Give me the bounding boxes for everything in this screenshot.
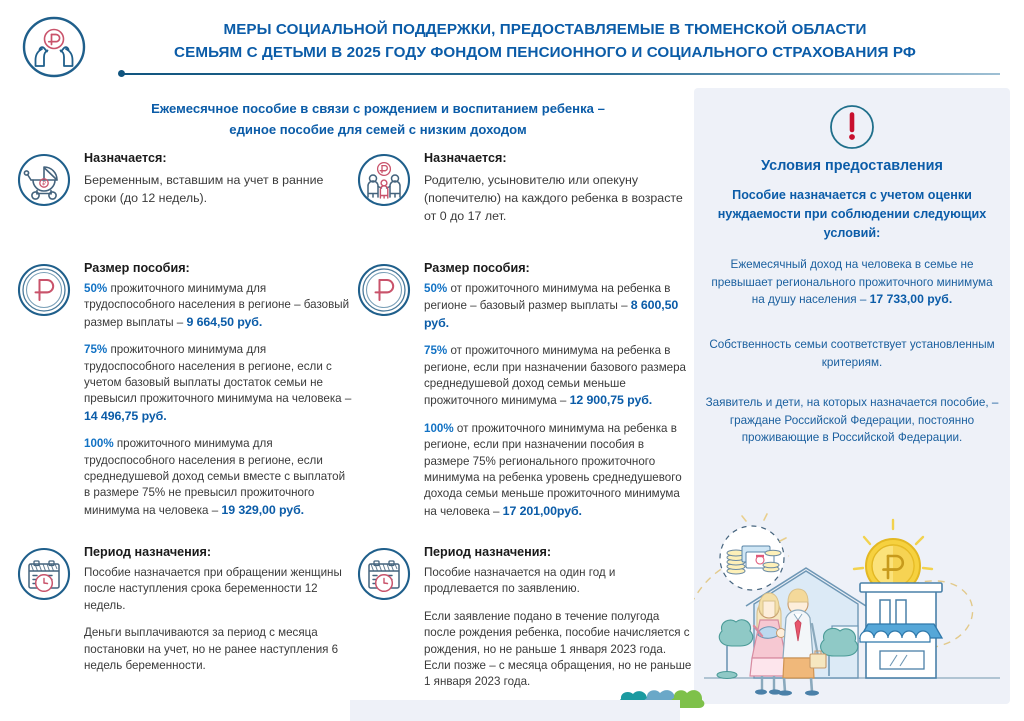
header-divider [124, 73, 1000, 75]
amount-value: 9 664,50 руб. [186, 314, 263, 329]
hands-holding-ruble-icon [16, 16, 92, 78]
left-amount-items [84, 281, 352, 519]
amount-value: 12 900,75 руб. [569, 393, 653, 408]
item-text: прожиточного минимума для трудоспособного населения в регионе – базовый размер выплаты – [84, 282, 350, 329]
item-text: от прожиточного минимума на ребенка в регионе, если при назначении базового размера среднедушевой доход семьи меньше прожиточного минимума – [424, 344, 687, 408]
left-amount-item-0 [84, 281, 352, 331]
section-subtitle [88, 98, 668, 140]
percent-label: 75% [424, 344, 448, 358]
svg-text:₽: ₽ [42, 180, 46, 188]
subtitle-line2: единое пособие для семей с низким доходом [229, 122, 527, 137]
mid-amount-items [424, 281, 692, 520]
paragraph: Если заявление подано в течение полугода после рождения ребенка, пособие начисляется с рождения, но не раньше 1 января 2023 года. Если позже – с месяца обращения, но не раньше 1 января 2023 года. [424, 609, 692, 689]
percent-label: 100% [84, 437, 114, 451]
calendar-clock-icon [16, 546, 72, 602]
mid-assign-title: Назначается: [424, 151, 507, 165]
mid-amount-item-0 [424, 281, 692, 332]
mid-period-title: Период назначения: [424, 545, 552, 559]
left-assign-text: Беременным, вставшим на учет в ранние сроки (до 12 недель). [84, 173, 324, 205]
family-house-store-ruble-illustration [694, 496, 1010, 704]
bottom-strip [350, 700, 680, 721]
left-period-block [12, 544, 352, 674]
condition-text: Заявитель и дети, на которых назначается пособие, – граждане Российской Федерации, постоянно проживающие в Российской Федерации. [705, 396, 999, 445]
left-amount-item-2 [84, 436, 352, 519]
amount-value: 17 201,00руб. [502, 503, 582, 518]
left-assign-title: Назначается: [84, 151, 167, 165]
amount-value: 14 496,75 руб. [84, 408, 167, 423]
mid-amount-block [352, 260, 692, 538]
percent-label: 100% [424, 421, 454, 435]
conditions-panel [694, 88, 1010, 704]
left-amount-title: Размер пособия: [84, 261, 190, 275]
header [0, 0, 1024, 90]
condition-item-0 [704, 256, 1000, 309]
condition-item-1 [704, 336, 1000, 371]
mid-assign-body [424, 150, 692, 225]
exclamation-mark-icon [829, 104, 875, 150]
mid-amount-item-1 [424, 343, 692, 410]
mid-assign-block [352, 150, 692, 256]
percent-label: 50% [424, 282, 448, 295]
percent-label: 75% [84, 343, 108, 357]
page-title-line1: МЕРЫ СОЦИАЛЬНОЙ ПОДДЕРЖКИ, ПРЕДОСТАВЛЯЕМЫЕ В ТЮМЕНСКОЙ ОБЛАСТИ [223, 21, 867, 38]
mid-amount-item-2 [424, 421, 692, 520]
amount-value: 8 600,50 руб. [424, 298, 679, 330]
mid-amount-body [424, 260, 692, 520]
conditions-heading: Условия предоставления [761, 158, 943, 174]
left-period-paragraphs [84, 565, 352, 674]
conditions-lead: Пособие назначается с учетом оценки нуждаемости при соблюдении следующих условий: [717, 188, 987, 240]
condition-text: Ежемесячный доход на человека в семье не превышает регионального прожиточного минимума на душу населения – [711, 258, 993, 307]
ruble-coin-icon [16, 262, 72, 318]
paragraph: Деньги выплачиваются за период с месяца постановки на учет, но не ранее наступления 6 недель беременности. [84, 626, 339, 673]
condition-item-2 [704, 394, 1000, 447]
left-amount-block [12, 260, 352, 538]
calendar-clock-icon [356, 546, 412, 602]
paragraph: Пособие назначается на один год и продлевается по заявлению. [424, 566, 616, 596]
mid-assign-text: Родителю, усыновителю или опекуну (попечителю) на каждого ребенка в возрасте от 0 до 17 лет. [424, 173, 683, 223]
page-title [100, 18, 990, 64]
middle-column [352, 150, 692, 694]
amount-value: 19 329,00 руб. [221, 502, 304, 517]
percent-label: 50% [84, 282, 108, 295]
page-title-line2: СЕМЬЯМ С ДЕТЬМИ В 2025 ГОДУ ФОНДОМ ПЕНСИОННОГО И СОЦИАЛЬНОГО СТРАХОВАНИЯ РФ [174, 44, 916, 61]
left-assign-body [84, 150, 352, 207]
left-assign-block [12, 150, 352, 256]
item-text: от прожиточного минимума на ребенка в регионе, если при назначении пособия в размере 75% регионального прожиточного минимума на ребенка уровень среднедушевого дохода семьи меньше прожиточного минимума на человека – [424, 421, 682, 518]
left-amount-body [84, 260, 352, 519]
mid-amount-title: Размер пособия: [424, 261, 530, 275]
left-amount-item-1 [84, 342, 352, 425]
item-text: от прожиточного минимума на ребенка в регионе – базовый размер выплаты – [424, 282, 671, 313]
baby-stroller-icon [16, 152, 72, 208]
left-period-title: Период назначения: [84, 545, 212, 559]
item-text: прожиточного минимума для трудоспособного населения в регионе, если с учетом базовый выплаты достаток семьи не превысил прожиточного минимума на человека – [84, 343, 352, 406]
condition-amount: 17 733,00 руб. [869, 292, 953, 307]
ruble-coin-icon [356, 262, 412, 318]
paragraph: Пособие назначается при обращении женщины после наступления срока беременности 12 недель. [84, 566, 342, 612]
item-text: прожиточного минимума для трудоспособного населения в регионе, если среднедушевой доход семьи вместе с выплатой в размере 75% не превысил прожиточного минимума на человека – [84, 437, 346, 517]
family-with-ruble-icon [356, 152, 412, 208]
condition-text: Собственность семьи соответствует установленным критериям. [709, 338, 995, 369]
left-column [12, 150, 352, 677]
left-period-body [84, 544, 352, 674]
subtitle-line1: Ежемесячное пособие в связи с рождением и воспитанием ребенка – [151, 101, 605, 116]
